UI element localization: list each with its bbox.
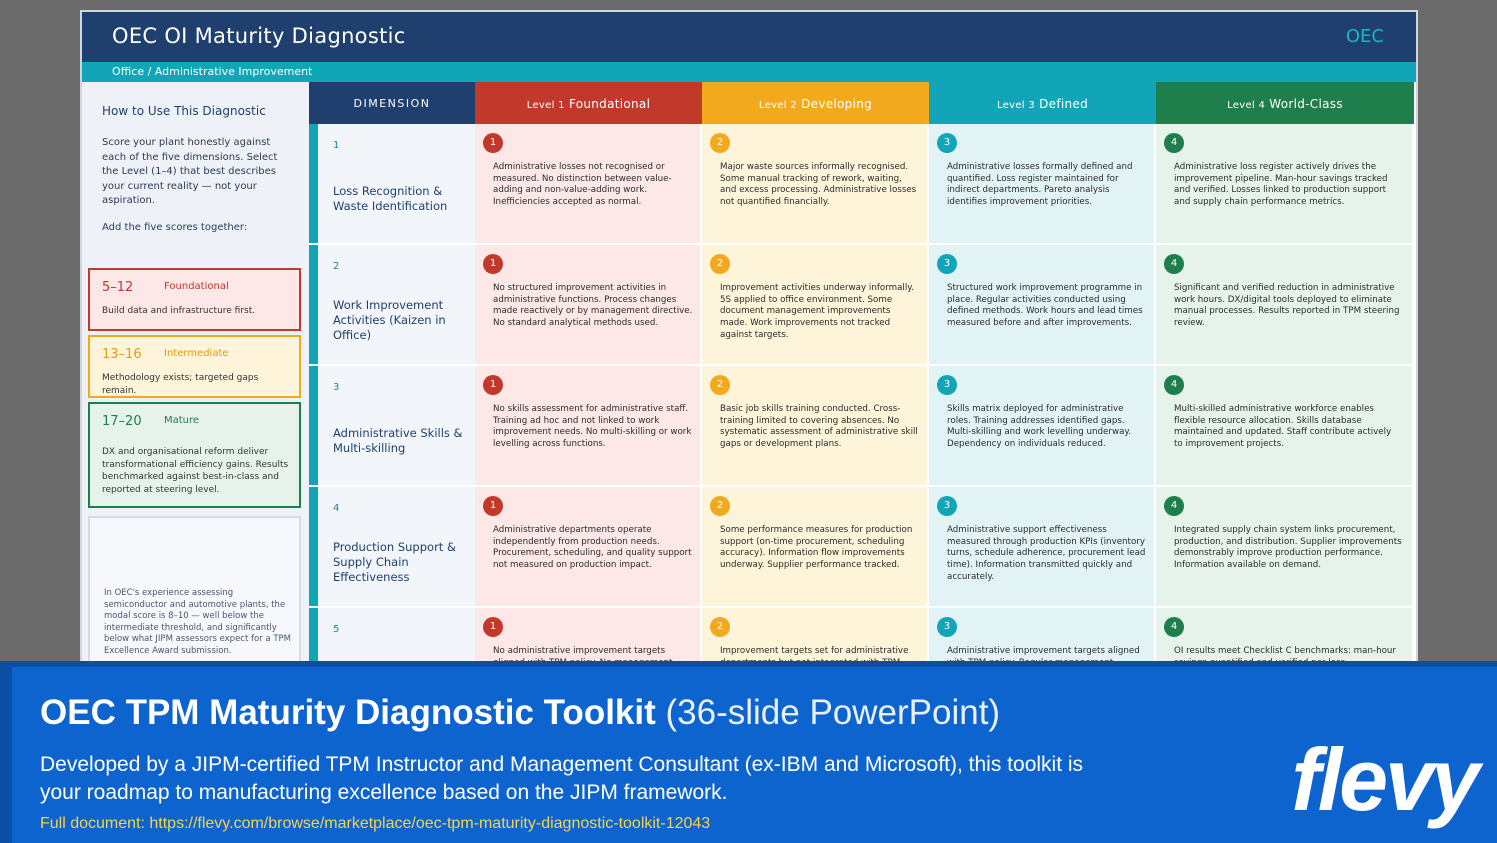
level-4-cell [1156,124,1414,243]
slide-title: OEC OI Maturity Diagnostic [112,24,406,48]
score-level: Mature [164,415,200,426]
experience-note [88,516,301,670]
score-box-intermediate [88,335,301,398]
score-level: Intermediate [164,348,229,359]
banner-description: Developed by a JIPM-certified TPM Instructor and Management Consultant (ex-IBM and Microsoft), this toolkit is your roadmap to manufacturing excellence based on the JIPM framework. [40,753,1084,804]
cell-text: Skills matrix deployed for administrative roles. Training addresses identified gaps. Multi-skilling and work levelling underway. Dependency on individuals reduced. [947,404,1132,450]
dimension-accent-bar [309,366,318,485]
header-level-3 [929,82,1156,124]
dimension-number: 4 [333,503,340,514]
level-3-cell [929,245,1156,364]
cell-text: Major waste sources informally recognised. Some manual tracking of rework, waiting, and excess processing. Administrative losses not quantified financially. [720,162,917,208]
cell-text: Basic job skills training conducted. Cross-training limited to covering absences. No systematic assessment of administrative skill gaps or development plans. [720,404,918,450]
level-2-badge: 2 [710,617,730,637]
level-2-cell [702,245,929,364]
cell-text: No administrative improvement targets [493,646,666,656]
howto-text: Score your plant honestly against each of the five dimensions. Select the Level (1–4) that best describes your current reality — not your aspiration. [102,137,278,206]
level-3-badge: 3 [937,496,957,516]
level-1-badge: 1 [483,617,503,637]
level-1-badge: 1 [483,496,503,516]
cell-text: Structured work improvement programme in place. Regular activities conducted using defined methods. Work hours and lead times measured before and after improvements. [947,283,1143,329]
banner-title [40,693,1000,733]
cell-text: Administrative losses not recognised or measured. No distinction between value-adding and non-value-adding work. Inefficiencies accepted as normal. [493,162,672,208]
level-3-badge: 3 [937,375,957,395]
dimension-name: Work Improvement Activities (Kaizen in Office) [333,298,446,342]
level-1-badge: 1 [483,254,503,274]
cell-text: Significant and verified reduction in administrative work hours. DX/digital tools deployed to eliminate manual processes. Results reported in TPM steering review. [1174,283,1400,329]
howto-panel [82,82,309,670]
level-1-badge: 1 [483,133,503,153]
dimension-number: 1 [333,140,340,151]
score-level: Foundational [164,281,229,292]
score-box-foundational [88,268,301,331]
level-1-badge: 1 [483,375,503,395]
dimension-accent-bar [309,124,318,243]
dimension-cell [309,366,475,485]
level-2-cell [702,124,929,243]
cell-text: Administrative improvement targets aligned [947,646,1140,656]
cell-text: No skills assessment for administrative staff. Training ad hoc and not linked to work improvement needs. No multi-skilling or work levelling across functions. [493,404,692,450]
header-level-1 [475,82,702,124]
score-range: 17–20 [102,414,142,429]
header-dimension: DIMENSION [309,82,475,124]
level-2-badge: 2 [710,133,730,153]
level-2-badge: 2 [710,496,730,516]
level-2-badge: 2 [710,254,730,274]
header-level-name: Defined [1039,97,1089,111]
cell-text: Administrative support effectiveness measured through production KPIs (inventory turns, schedule adherence, procurement lead time). Information transmitted quickly and accurately. [947,525,1146,582]
table-row [309,124,1414,245]
slide-header [82,12,1416,62]
cell-text: Improvement targets set for administrative [720,646,909,656]
level-2-badge: 2 [710,375,730,395]
cell-text: Multi-skilled administrative workforce enables flexible resource allocation. Skills database maintained and updated. Staff contribute actively to improvement projects. [1174,404,1392,450]
level-2-cell [702,366,929,485]
cell-text: Administrative loss register actively drives the improvement pipeline. Man-hour savings tracked and verified. Losses linked to production support and supply chain performance metrics. [1174,162,1388,208]
dimension-accent-bar [309,487,318,606]
level-4-badge: 4 [1164,496,1184,516]
cell-text: Administrative departments operate independently from production needs. Procurement, scheduling, and quality support not measured on production impact. [493,525,692,571]
cell-text: No structured improvement activities in administrative functions. Process changes made reactively or by management directive. No standard analytical methods used. [493,283,693,329]
header-level-name: Developing [801,97,873,111]
table-row [309,487,1414,608]
level-4-badge: 4 [1164,254,1184,274]
slide [80,10,1418,670]
level-3-cell [929,366,1156,485]
level-3-badge: 3 [937,617,957,637]
level-4-cell [1156,487,1414,606]
level-4-cell [1156,366,1414,485]
level-1-cell [475,245,702,364]
cell-text: OI results meet Checklist C benchmarks: man-hour [1174,646,1396,656]
level-4-badge: 4 [1164,375,1184,395]
header-level-4 [1156,82,1414,124]
header-level-name: Foundational [568,97,651,111]
level-3-badge: 3 [937,133,957,153]
banner-title-light: (36-slide PowerPoint) [665,693,1001,732]
score-desc: DX and organisational reform deliver transformational efficiency gains. Results benchmarked against best-in-class and reported at steering level. [102,447,289,495]
dimension-name: Administrative Skills & Multi-skilling [333,426,463,455]
experience-note-text: In OEC's experience assessing semiconductor and automotive plants, the modal score is 8–10 — well below the intermediate threshold, and significantly below what JIPM assessors expect for a TPM Excellence Award submission. [104,588,291,656]
dimension-cell [309,124,475,243]
header-level-name: World-Class [1269,97,1343,111]
oec-logo: OEC [1345,26,1384,47]
cell-text: Improvement activities underway informally. 5S applied to office environment. Some document management improvements made. Work improvements not tracked against targets. [720,283,914,340]
flevy-logo: flevy [1291,730,1477,829]
table-row [309,366,1414,487]
promo-banner [0,661,1497,843]
promo-banner-inner [12,667,1497,843]
dimension-accent-bar [309,245,318,364]
dimension-name: Production Support & Supply Chain Effectiveness [333,540,456,584]
level-4-badge: 4 [1164,133,1184,153]
howto-title: How to Use This Diagnostic [102,104,266,118]
level-1-cell [475,487,702,606]
header-level-prefix: Level 1 [526,100,565,111]
table-row [309,245,1414,366]
score-range: 5–12 [102,280,134,295]
dimension-number: 2 [333,261,340,272]
level-3-badge: 3 [937,254,957,274]
header-level-2 [702,82,929,124]
level-3-cell [929,124,1156,243]
slide-subtitle-bar [82,62,1416,82]
howto-add: Add the five scores together: [102,222,248,233]
cell-text: Some performance measures for production support (on-time procurement, scheduling accuracy). Information flow improvements underway. Supplier performance tracked. [720,525,913,571]
dimension-number: 5 [333,624,340,635]
dimension-cell [309,487,475,606]
score-desc: Methodology exists; targeted gaps remain. [102,373,259,396]
level-4-cell [1156,245,1414,364]
level-1-cell [475,124,702,243]
header-level-prefix: Level 4 [1227,100,1266,111]
slide-subtitle: Office / Administrative Improvement [112,65,313,78]
dimension-name: Loss Recognition & Waste Identification [333,184,448,213]
cell-text: Administrative losses formally defined and quantified. Loss register maintained for indirect departments. Pareto analysis identifies improvement priorities. [947,162,1133,208]
level-1-cell [475,366,702,485]
score-box-mature [88,402,301,508]
score-desc: Build data and infrastructure first. [102,306,256,316]
banner-title-bold: OEC TPM Maturity Diagnostic Toolkit [40,693,656,732]
header-level-prefix: Level 3 [996,100,1036,111]
level-2-cell [702,487,929,606]
cell-text: Integrated supply chain system links procurement, production, and distribution. Supplier improvements demonstrably improve production performance. Information available on demand. [1174,525,1402,571]
dimension-number: 3 [333,382,340,393]
dimension-cell [309,245,475,364]
document-link[interactable]: Full document: https://flevy.com/browse/marketplace/oec-tpm-maturity-diagnostic-toolkit-12043 [40,815,711,832]
header-level-prefix: Level 2 [758,100,797,111]
level-3-cell [929,487,1156,606]
level-4-badge: 4 [1164,617,1184,637]
score-range: 13–16 [102,347,142,362]
